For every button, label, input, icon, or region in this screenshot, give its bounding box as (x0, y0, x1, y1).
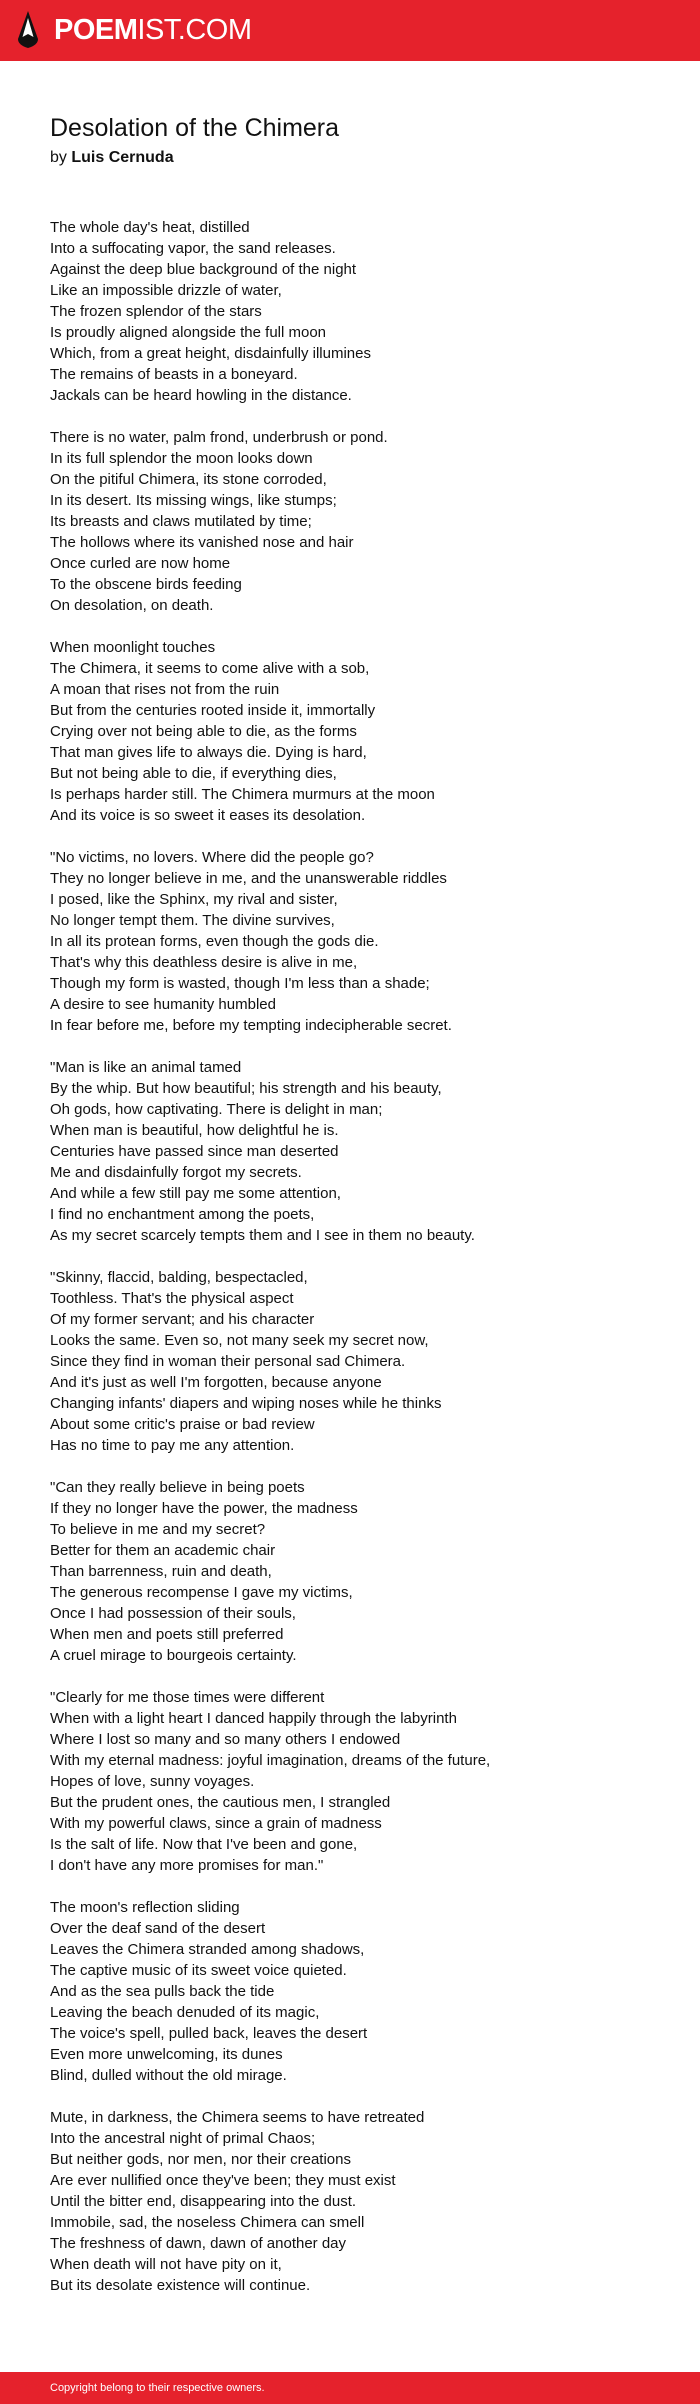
poem-line: No longer tempt them. The divine survives, (50, 912, 335, 929)
poem-line: Is the salt of life. Now that I've been and gone, (50, 1836, 358, 1853)
poem-line: Looks the same. Even so, not many seek my secret now, (50, 1332, 429, 1349)
poem-line: Is proudly aligned alongside the full moon (50, 324, 327, 341)
stanza (50, 1267, 670, 1456)
poem-line: When moonlight touches (50, 639, 216, 656)
poem-line: In its desert. Its missing wings, like stumps; (50, 492, 337, 509)
poem-line: I posed, like the Sphinx, my rival and sister, (50, 891, 338, 908)
poem-line: Blind, dulled without the old mirage. (50, 2067, 287, 2084)
pen-nib-icon (16, 10, 40, 50)
poem-line: With my powerful claws, since a grain of madness (50, 1815, 382, 1832)
poem-line: Oh gods, how captivating. There is delight in man; (50, 1101, 383, 1118)
poem-line: The remains of beasts in a boneyard. (50, 366, 298, 383)
poem-line: There is no water, palm frond, underbrush or pond. (50, 429, 388, 446)
poem-line: Are ever nullified once they've been; they must exist (50, 2172, 396, 2189)
poem-line: The Chimera, it seems to come alive with a sob, (50, 660, 370, 677)
poem-line: Me and disdainfully forgot my secrets. (50, 1164, 302, 1181)
stanza (50, 2107, 670, 2296)
poem-line: But from the centuries rooted inside it, immortally (50, 702, 376, 719)
poem-line: Its breasts and claws mutilated by time; (50, 513, 312, 530)
poem-line: "Man is like an animal tamed (50, 1059, 242, 1076)
poem-line: The frozen splendor of the stars (50, 303, 262, 320)
by-label: by (50, 149, 67, 166)
poem-line: In fear before me, before my tempting indecipherable secret. (50, 1017, 452, 1034)
copyright-notice: Copyright belong to their respective owners. (50, 2382, 265, 2394)
poem-line: I find no enchantment among the poets, (50, 1206, 315, 1223)
site-logo[interactable] (16, 10, 252, 50)
poem-line: To believe in me and my secret? (50, 1521, 266, 1538)
poem-line: Leaves the Chimera stranded among shadows, (50, 1941, 365, 1958)
poem-line: About some critic's praise or bad review (50, 1416, 315, 1433)
poem-line: Though my form is wasted, though I'm less than a shade; (50, 975, 430, 992)
byline (50, 147, 174, 169)
poem-line: Changing infants' diapers and wiping noses while he thinks (50, 1395, 442, 1412)
poem-line: Toothless. That's the physical aspect (50, 1290, 294, 1307)
stanza (50, 1477, 670, 1666)
poem-line: Is perhaps harder still. The Chimera murmurs at the moon (50, 786, 435, 803)
poem-line: As my secret scarcely tempts them and I see in them no beauty. (50, 1227, 475, 1244)
poem-line: When with a light heart I danced happily through the labyrinth (50, 1710, 457, 1727)
poem-line: And while a few still pay me some attention, (50, 1185, 341, 1202)
poem-line: Jackals can be heard howling in the distance. (50, 387, 352, 404)
poem-line: "Skinny, flaccid, balding, bespectacled, (50, 1269, 308, 1286)
poem-line: Against the deep blue background of the night (50, 261, 357, 278)
poem-line: Into a suffocating vapor, the sand releases. (50, 240, 336, 257)
poem-line: Than barrenness, ruin and death, (50, 1563, 272, 1580)
poem-line: A cruel mirage to bourgeois certainty. (50, 1647, 297, 1664)
poem-line: But its desolate existence will continue. (50, 2277, 311, 2294)
poem-line: But not being able to die, if everything dies, (50, 765, 337, 782)
poem-line: Since they find in woman their personal sad Chimera. (50, 1353, 406, 1370)
poem-line: The voice's spell, pulled back, leaves the desert (50, 2025, 368, 2042)
poem-title: Desolation of the Chimera (50, 114, 340, 142)
poem-line: When death will not have pity on it, (50, 2256, 282, 2273)
poem-line: The moon's reflection sliding (50, 1899, 240, 1916)
poem-line: On desolation, on death. (50, 597, 214, 614)
poem-line: And its voice is so sweet it eases its desolation. (50, 807, 366, 824)
poem-line: When men and poets still preferred (50, 1626, 284, 1643)
poem-line: On the pitiful Chimera, its stone corroded, (50, 471, 327, 488)
poem-line: Even more unwelcoming, its dunes (50, 2046, 283, 2063)
poem-line: A moan that rises not from the ruin (50, 681, 280, 698)
poem-line: "No victims, no lovers. Where did the people go? (50, 849, 374, 866)
poem-line: In all its protean forms, even though the gods die. (50, 933, 379, 950)
poem-line: If they no longer have the power, the madness (50, 1500, 358, 1517)
poem-line: I don't have any more promises for man." (50, 1857, 324, 1874)
poem-line: But neither gods, nor men, nor their creations (50, 2151, 351, 2168)
poem-line: They no longer believe in me, and the unanswerable riddles (50, 870, 447, 887)
stanza (50, 1897, 670, 2086)
poem-line: By the whip. But how beautiful; his strength and his beauty, (50, 1080, 442, 1097)
poem-line: The freshness of dawn, dawn of another day (50, 2235, 347, 2252)
poem-line: That man gives life to always die. Dying is hard, (50, 744, 367, 761)
poem-line: Once I had possession of their souls, (50, 1605, 296, 1622)
poem-line: The generous recompense I gave my victims, (50, 1584, 353, 1601)
poem-line: Into the ancestral night of primal Chaos; (50, 2130, 316, 2147)
poem-line: And as the sea pulls back the tide (50, 1983, 275, 2000)
poem-line: "Clearly for me those times were different (50, 1689, 325, 1706)
poem-line: Hopes of love, sunny voyages. (50, 1773, 255, 1790)
poem-line: The whole day's heat, distilled (50, 219, 250, 236)
poem-line: And it's just as well I'm forgotten, because anyone (50, 1374, 382, 1391)
poem-line: When man is beautiful, how delightful he is. (50, 1122, 339, 1139)
poem-line: Has no time to pay me any attention. (50, 1437, 295, 1454)
poem-line: Which, from a great height, disdainfully illumines (50, 345, 371, 362)
author-name: Luis Cernuda (71, 149, 174, 166)
poem-line: A desire to see humanity humbled (50, 996, 276, 1013)
poem-line: Of my former servant; and his character (50, 1311, 315, 1328)
poem-line: The captive music of its sweet voice quieted. (50, 1962, 347, 1979)
poem-line: Leaving the beach denuded of its magic, (50, 2004, 320, 2021)
poem-line: Better for them an academic chair (50, 1542, 276, 1559)
stanza (50, 1057, 670, 1246)
brand-bold-text: POEM (54, 14, 138, 46)
poem-line: With my eternal madness: joyful imagination, dreams of the future, (50, 1752, 491, 1769)
stanza (50, 1687, 670, 1876)
poem-line: Once curled are now home (50, 555, 231, 572)
poem-line: Until the bitter end, disappearing into the dust. (50, 2193, 357, 2210)
poem-line: Mute, in darkness, the Chimera seems to have retreated (50, 2109, 425, 2126)
poem-line: In its full splendor the moon looks down (50, 450, 313, 467)
poem-body (50, 217, 670, 2317)
top-bar (0, 0, 700, 61)
poem-line: To the obscene birds feeding (50, 576, 242, 593)
stanza (50, 637, 670, 826)
stanza (50, 427, 670, 616)
poem-line: Crying over not being able to die, as the forms (50, 723, 357, 740)
poem-line: But the prudent ones, the cautious men, I strangled (50, 1794, 391, 1811)
poem-line: That's why this deathless desire is alive in me, (50, 954, 358, 971)
poem-line: Centuries have passed since man deserted (50, 1143, 339, 1160)
poem-line: The hollows where its vanished nose and hair (50, 534, 354, 551)
stanza (50, 217, 670, 406)
site-brand (54, 10, 252, 50)
poem-line: "Can they really believe in being poets (50, 1479, 305, 1496)
poem-line: Over the deaf sand of the desert (50, 1920, 266, 1937)
poem-line: Immobile, sad, the noseless Chimera can smell (50, 2214, 365, 2231)
stanza (50, 847, 670, 1036)
footer-bar (0, 2372, 700, 2404)
poem-line: Like an impossible drizzle of water, (50, 282, 282, 299)
poem-line: Where I lost so many and so many others I endowed (50, 1731, 401, 1748)
brand-light-text: IST.COM (137, 14, 252, 46)
